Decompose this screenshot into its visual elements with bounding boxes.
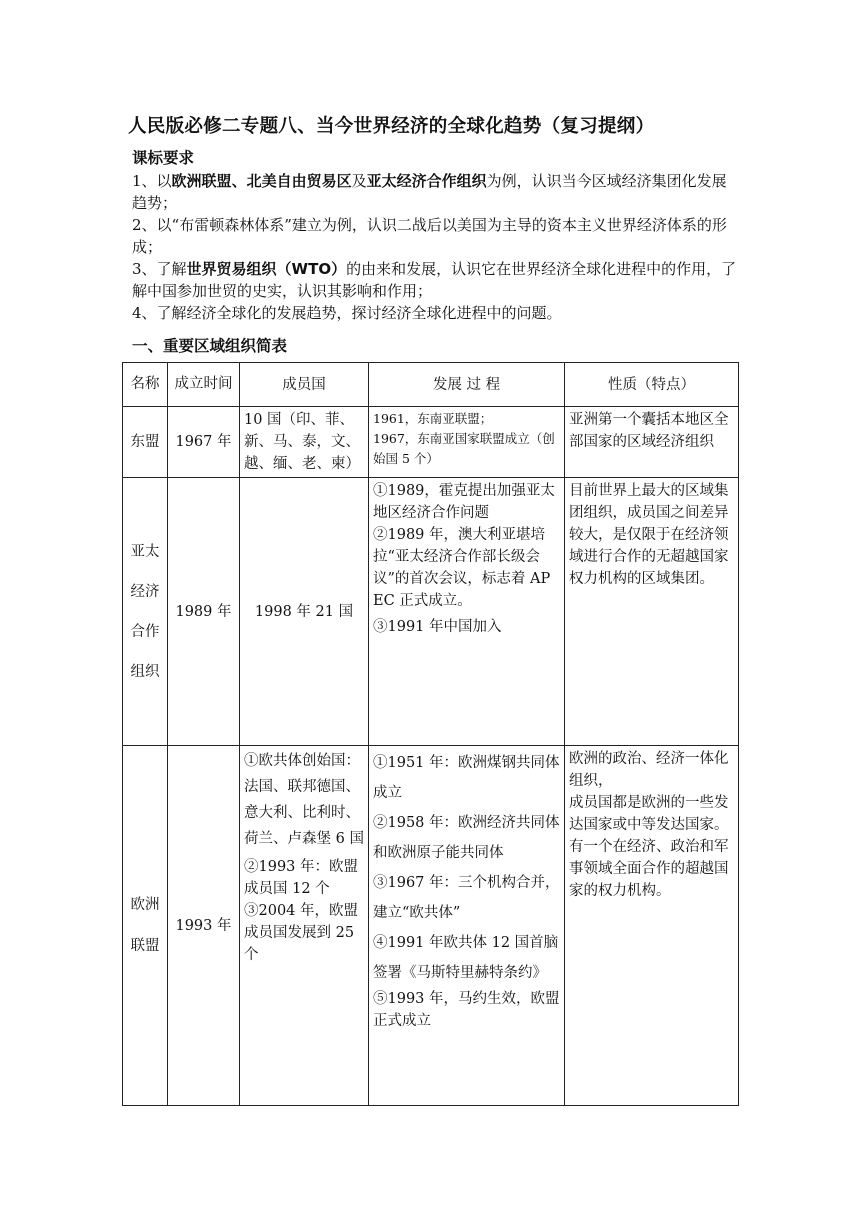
- header-members: 成员国: [240, 363, 369, 407]
- document-page: [122, 112, 738, 1106]
- standard-item-1: 1、以欧洲联盟、北美自由贸易区及亚太经济合作组织为例，认识当今区域经济集团化发展趋势；: [132, 172, 727, 212]
- regional-organizations-table: [122, 362, 739, 1106]
- standard-item-4: 4、了解经济全球化的发展趋势，探讨经济全球化进程中的问题。: [132, 304, 562, 322]
- org-year: 1967 年: [168, 407, 240, 478]
- table-row-apec: [123, 478, 739, 746]
- header-nature: 性质（特点）: [565, 363, 739, 407]
- org-year: 1989 年: [168, 478, 240, 746]
- org-name: 东盟: [123, 407, 168, 478]
- standard-item-3: 3、了解世界贸易组织（WTO）的由来和发展，认识它在世界经济全球化进程中的作用，了解中国参加世贸的史实，认识其影响和作用；: [132, 260, 737, 300]
- header-process: 发展 过 程: [369, 363, 565, 407]
- org-process: 1961，东南亚联盟； 1967，东南亚国家联盟成立（创始国 5 个）: [369, 407, 565, 478]
- org-nature: 目前世界上最大的区域集团组织，成员国之间差异较大，是仅限于在经济领域进行合作的无超越国家权力机构的区域集团。: [565, 478, 739, 746]
- table-row-eu: [123, 746, 739, 1106]
- document-title: 人民版必修二专题八、当今世界经济的全球化趋势（复习提纲）: [128, 116, 655, 137]
- org-process: ①1989，霍克提出加强亚太地区经济合作问题 ②1989 年，澳大利亚堪培拉“亚太经济合作部长级会议”的首次会议，标志着 APEC 正式成立。 ③1991 年中国加入: [369, 478, 565, 746]
- org-members: 1998 年 21 国: [240, 478, 369, 746]
- header-year: 成立时间: [168, 363, 240, 407]
- org-nature: 欧洲的政治、经济一体化组织， 成员国都是欧洲的一些发达国家或中等发达国家。 有一个在经济、政治和军事领域全面合作的超越国家的权力机构。: [565, 746, 739, 1106]
- org-name: 欧洲联盟: [123, 746, 168, 1106]
- org-name: 亚太经济合作组织: [123, 478, 168, 746]
- section-heading: 一、重要区域组织简表: [132, 337, 288, 355]
- org-process: ①1951 年：欧洲煤钢共同体成立 ②1958 年：欧洲经济共同体和欧洲原子能共同体 ③1967 年：三个机构合并，建立“欧共体” ④1991 年欧共体 12 国首脑签署《马斯特里赫特条约》 ⑤1993 年，马约生效，欧盟正式成立: [369, 746, 565, 1106]
- standards-heading: 课标要求: [132, 149, 195, 167]
- org-members: 10 国（印、菲、新、马、泰，文、越、缅、老、柬）: [240, 407, 369, 478]
- org-year: 1993 年: [168, 746, 240, 1106]
- table-row-asean: [123, 407, 739, 478]
- org-members: ①欧共体创始国：法国、联邦德国、意大利、比利时、荷兰、卢森堡 6 国 ②1993 年：欧盟成员国 12 个 ③2004 年，欧盟成员国发展到 25 个: [240, 746, 369, 1106]
- table-header-row: [123, 363, 739, 407]
- standard-item-2: 2、以“布雷顿森林体系”建立为例，认识二战后以美国为主导的资本主义世界经济体系的形成；: [132, 216, 727, 256]
- org-nature: 亚洲第一个囊括本地区全部国家的区域经济组织: [565, 407, 739, 478]
- header-name: 名称: [123, 363, 168, 407]
